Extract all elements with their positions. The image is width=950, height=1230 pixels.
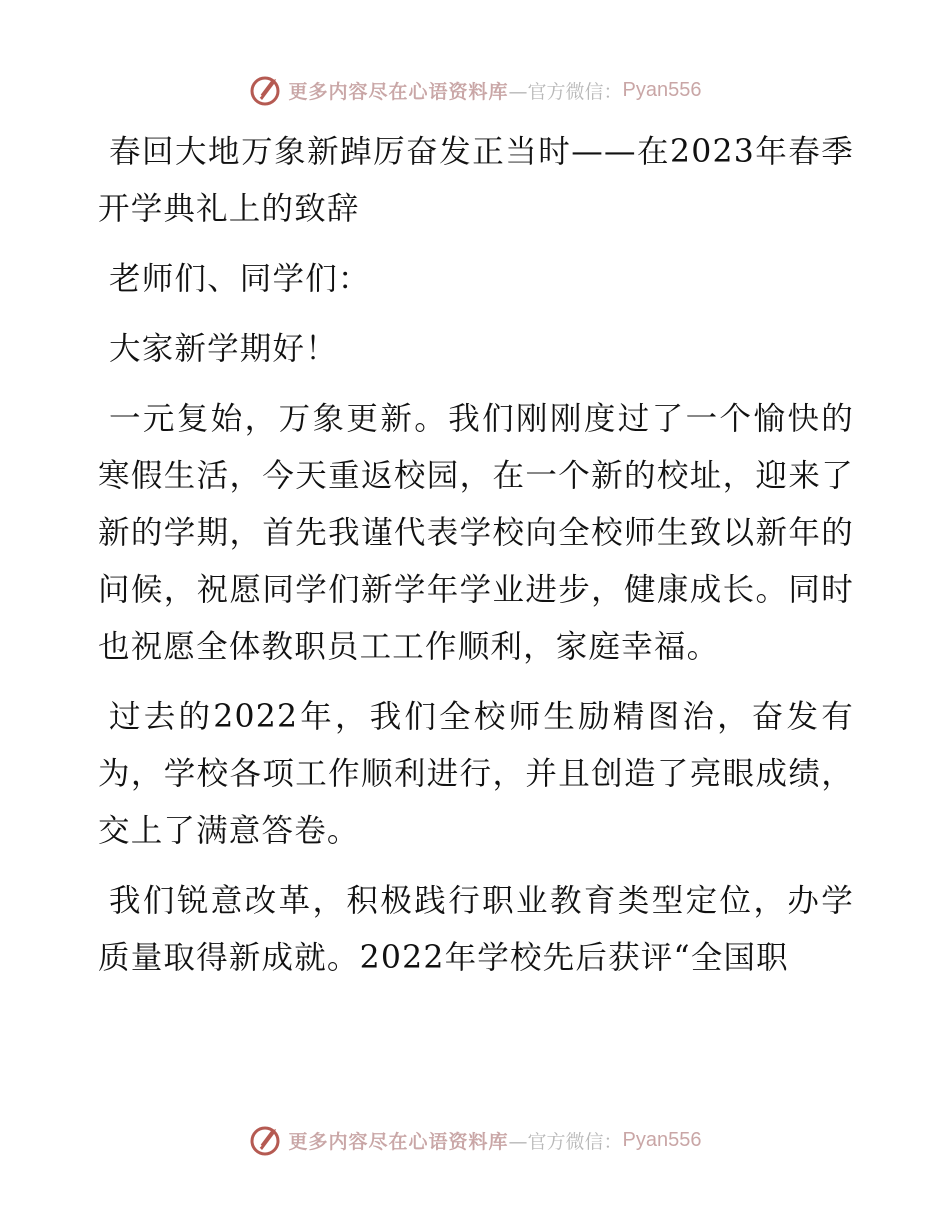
paragraph-reform: 我们锐意改革，积极践行职业教育类型定位，办学质量取得新成就。2022年学校先后获评“全国职 [98, 883, 854, 976]
paragraph-new-year: 一元复始，万象更新。我们刚刚度过了一个愉快的寒假生活，今天重返校园，在一个新的校址，迎来了新的学期，首先我谨代表学校向全校师生致以新年的问候，祝愿同学们新学年学业进步，健康成长。同时也祝愿全体教职员工工作顺利，家庭幸福。 [98, 401, 854, 665]
watermark-main-text: 更多内容尽在心语资料库 [288, 80, 509, 103]
document-title: 春回大地万象新踔厉奋发正当时——在2023年春季开学典礼上的致辞 [98, 134, 854, 227]
watermark-separator: —官方微信： [508, 80, 623, 103]
watermark-wechat-id: Pyan556 [622, 78, 702, 101]
paragraph-greeting: 老师们、同学们： [109, 261, 371, 297]
paragraph-welcome: 大家新学期好！ [109, 331, 338, 367]
pen-nib-logo-icon [249, 1123, 283, 1157]
paragraph-2022-review: 过去的2022年，我们全校师生励精图治，奋发有为，学校各项工作顺利进行，并且创造了亮眼成绩，交上了满意答卷。 [98, 699, 854, 849]
watermark-wechat-id: Pyan556 [622, 1128, 702, 1151]
footer-watermark [0, 1120, 950, 1160]
watermark-separator: —官方微信： [508, 1130, 623, 1153]
pen-nib-logo-icon [249, 73, 283, 107]
header-watermark [0, 70, 950, 110]
document-body [98, 124, 854, 1000]
watermark-main-text: 更多内容尽在心语资料库 [288, 1130, 509, 1153]
